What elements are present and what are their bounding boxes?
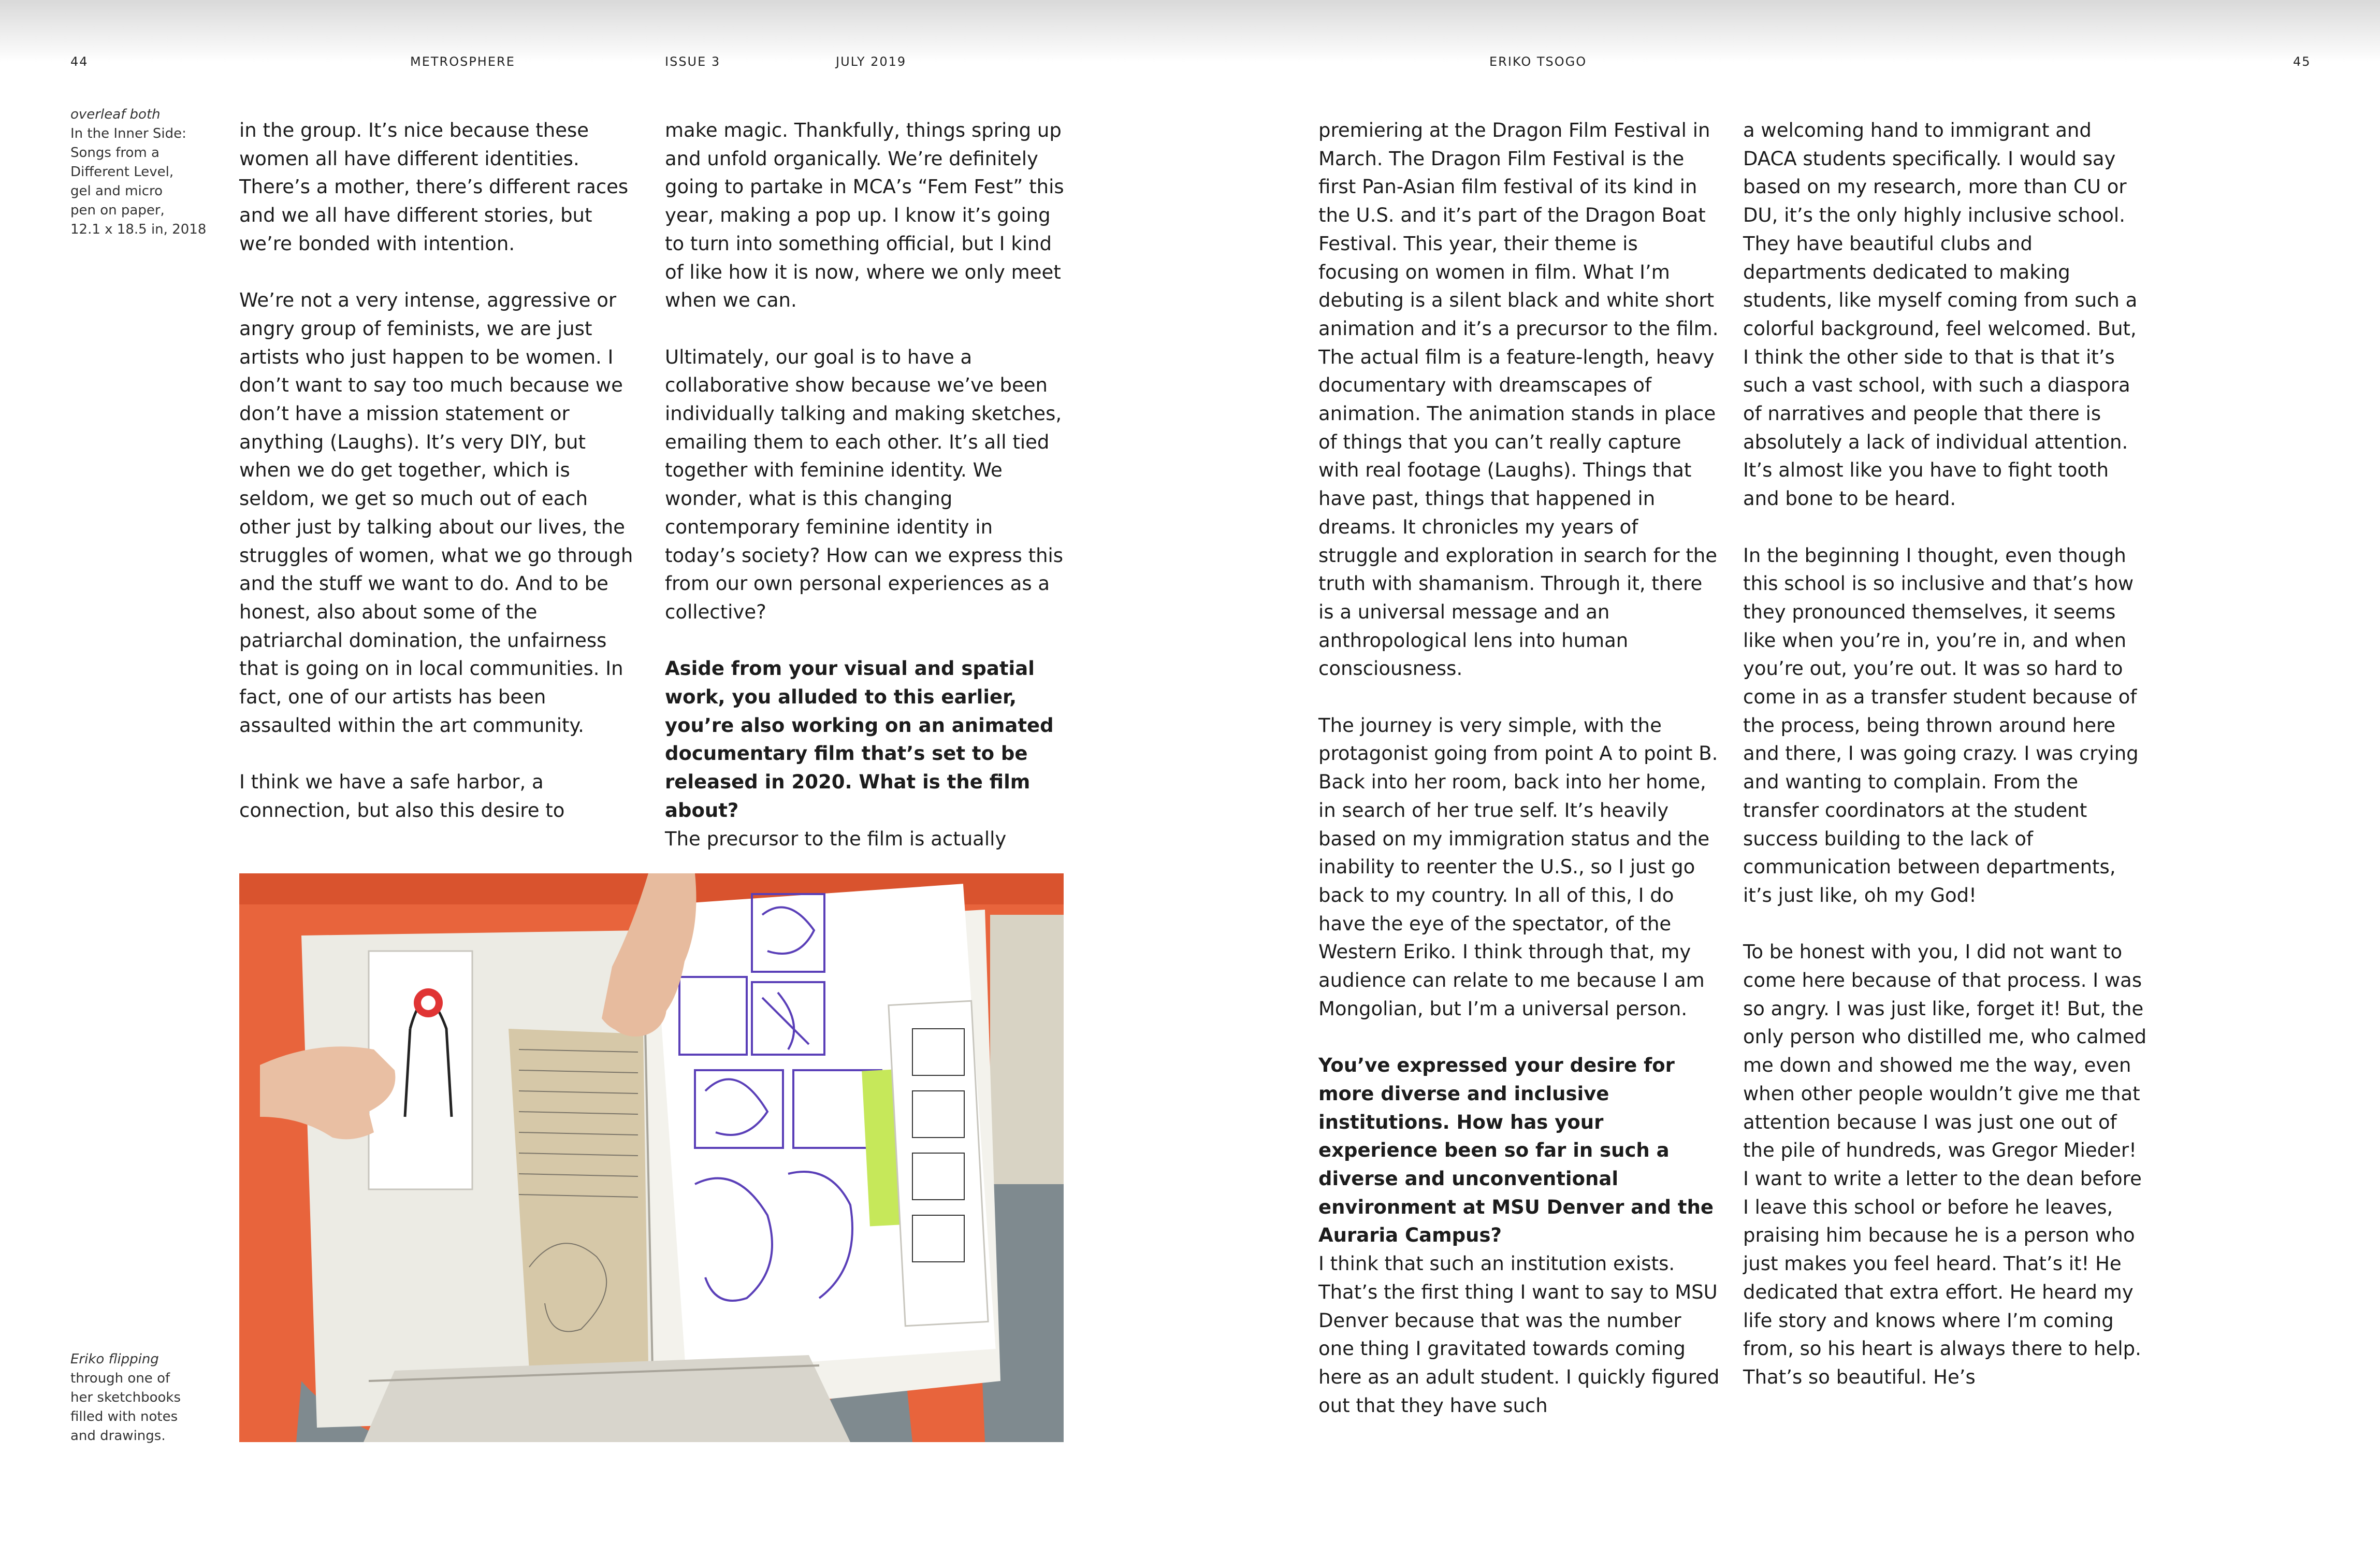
paragraph: The journey is very simple, with the protagonist going from point A to point B. Back into her room, back into her home, in search of her true self. It’s heavily based on my immigration status and the inability to reenter the U.S., so I just go back to my country. In all of this, I do have the eye of the spectator, of the Western Eriko. I think through that, my audience can relate to me because I am Mongolian, but I’m a universal person.: [1318, 714, 1718, 1020]
paragraph: I think that such an institution exists. That’s the first thing I want to say to MSU Denver because that was the number one thing I gravitated towards coming here as an adult student. I quickly figured out that they have such: [1318, 1253, 1720, 1417]
page-number-left: 44: [70, 54, 89, 69]
article-subject: ERIKO TSOGO: [1489, 54, 1587, 69]
issue-label: ISSUE 3: [665, 54, 721, 69]
interview-question: You’ve expressed your desire for more diverse and inclusive institutions. How has your experience been so far in such a diverse and unconventional environment at MSU Denver and the Auraria Campus?: [1318, 1054, 1714, 1247]
article-column-3: [1318, 117, 1722, 1420]
photo-caption-label: Eriko flipping: [70, 1351, 159, 1367]
paragraph: Ultimately, our goal is to have a collaborative show because we’ve been individually talking and making sketches, emailing them to each other. It’s all tied together with feminine identity. We wonder, what is this changing contemporary feminine identity in today’s society? How can we express this from our own personal experiences as a collective?: [665, 346, 1064, 623]
paragraph: a welcoming hand to immigrant and DACA students specifically. I would say based on my research, more than CU or DU, it’s the only highly inclusive school. They have beautiful clubs and departments dedicated to making students, like myself coming from such a colorful background, feel welcomed. But, I think the other side to that is that it’s such a vast school, with such a diaspora of narratives and people that there is absolutely a lack of individual attention. It’s almost like you have to fight tooth and bone to be heard.: [1743, 119, 2138, 510]
overleaf-caption-label: overleaf both: [70, 107, 161, 122]
caption-line: filled with notes: [70, 1409, 178, 1424]
article-column-1: [239, 117, 638, 825]
article-column-2: [665, 117, 1069, 853]
page-number-right: 45: [2293, 54, 2311, 69]
page-top-shade: [0, 0, 2380, 62]
issue-date: JULY 2019: [836, 54, 907, 69]
paragraph: I think we have a safe harbor, a connection, but also this desire to: [239, 771, 565, 822]
paragraph: in the group. It’s nice because these women all have different identities. There’s a mother, there’s different races and we all have different stories, but we’re bonded with intention.: [239, 119, 629, 255]
caption-line: Songs from a: [70, 145, 159, 161]
publication-name: METROSPHERE: [410, 54, 515, 69]
article-column-4: [1743, 117, 2147, 1392]
caption-line: gel and micro: [70, 183, 163, 199]
caption-line: pen on paper,: [70, 203, 165, 218]
interview-question: Aside from your visual and spatial work, you alluded to this earlier, you’re also working on an animated documentary film that’s set to be released in 2020. What is the film about?: [665, 657, 1054, 822]
paragraph: The precursor to the film is actually: [665, 827, 1007, 850]
caption-line: her sketchbooks: [70, 1390, 181, 1405]
caption-line: In the Inner Side:: [70, 126, 186, 141]
paragraph: make magic. Thankfully, things spring up and unfold organically. We’re definitely going to partake in MCA’s “Fem Fest” this year, making a pop up. I know it’s going to turn into something official, but I kind of like how it is now, where we only meet when we can.: [665, 119, 1064, 312]
caption-line: and drawings.: [70, 1428, 166, 1444]
sketchbook-photo: [239, 873, 1064, 1442]
paragraph: We’re not a very intense, aggressive or angry group of feminists, we are just artists who just happen to be women. I don’t want to say too much because we don’t have a mission statement or anything (Laughs). It’s very DIY, but when we do get together, which is seldom, we get so much out of each other just by talking about our lives, the struggles of women, what we go through and the stuff we want to do. And to be honest, also about some of the patriarchal domination, the unfairness that is going on in local communities. In fact, one of our artists has been assaulted within the art community.: [239, 289, 633, 737]
caption-line: 12.1 x 18.5 in, 2018: [70, 222, 207, 237]
caption-line: Different Level,: [70, 164, 174, 180]
overleaf-caption: [70, 105, 226, 239]
paragraph: premiering at the Dragon Film Festival in March. The Dragon Film Festival is the first Pan-Asian film festival of its kind in the U.S. and it’s part of the Dragon Boat Festival. This year, their theme is focusing on women in film. What I’m debuting is a silent black and white short animation and it’s a precursor to the film. The actual film is a feature-length, heavy documentary with dreamscapes of animation. The animation stands in place of things that you can’t really capture with real footage (Laughs). Things that have past, things that happened in dreams. It chronicles my years of struggle and exploration in search for the truth with shamanism. Through it, there is a universal message and an anthropological lens into human consciousness.: [1318, 119, 1719, 680]
paragraph: In the beginning I thought, even though this school is so inclusive and that’s how they pronounced themselves, it seems like when you’re in, you’re in, and when you’re out, you’re out. It was so hard to come in as a transfer student because of the process, being thrown around here and there, I was going crazy. I was crying and wanting to complain. From the transfer coordinators at the student success building to the lack of communication between departments, it’s just like, oh my God!: [1743, 544, 2139, 906]
photo-caption: [70, 1350, 226, 1446]
sketchbook-illustration: [239, 873, 1064, 1442]
paragraph: To be honest with you, I did not want to come here because of that process. I was so angry. I was just like, forget it! But, the only person who distilled me, who calmed me down and showed me the way, even when other people wouldn’t give me that attention because I was just one out of the pile of hundreds, was Gregor Mieder! I want to write a letter to the dean before I leave this school or before he leaves, praising him because he is a person who just makes you feel heard. That’s it! He dedicated that extra effort. He heard my life story and knows where I’m coming from, so his heart is always there to help. That’s so beautiful. He’s: [1743, 941, 2147, 1388]
caption-line: through one of: [70, 1371, 170, 1386]
